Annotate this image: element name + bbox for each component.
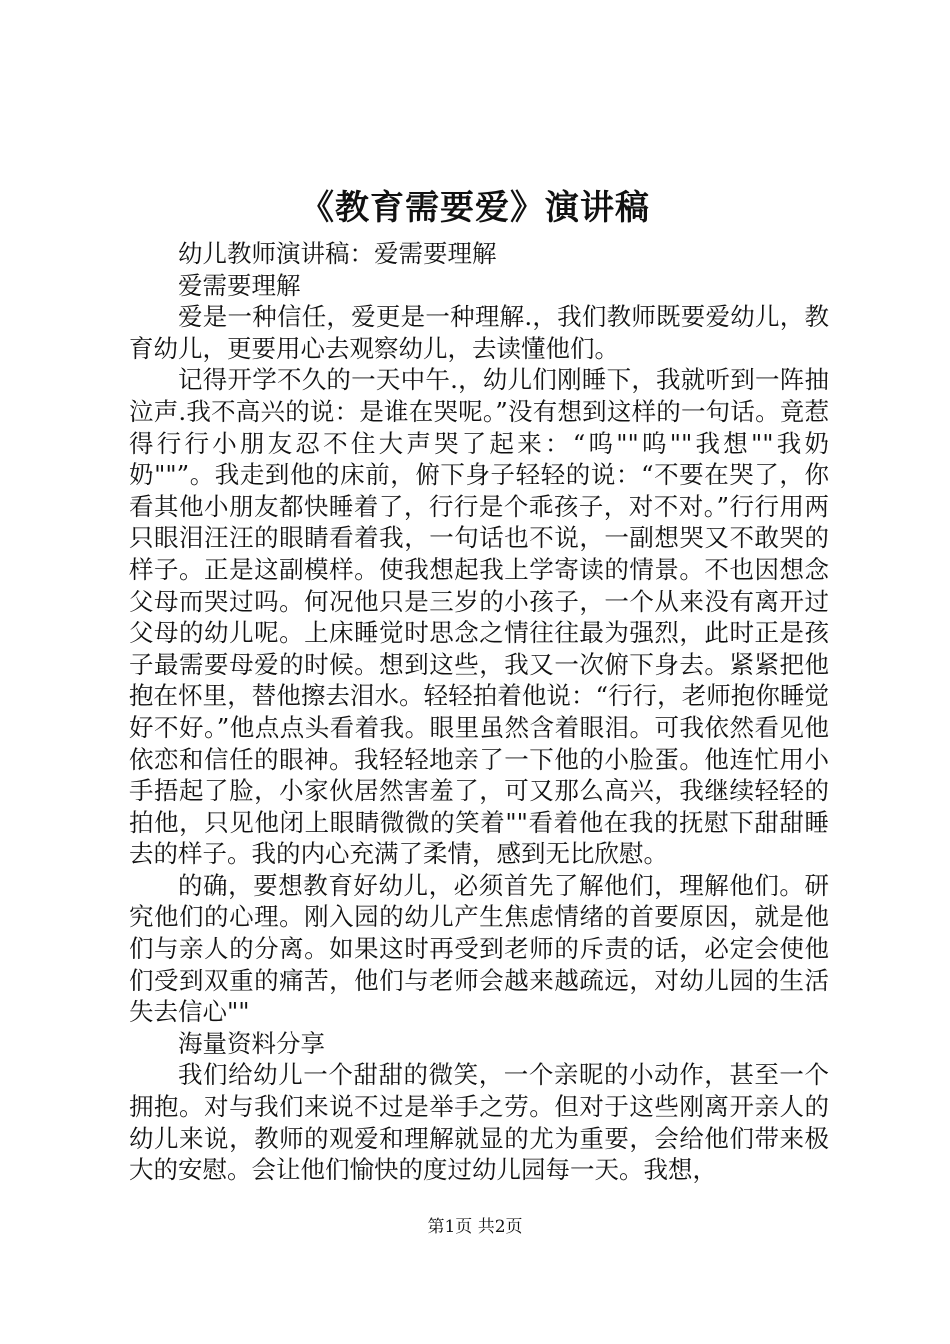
paragraph: 记得开学不久的一天中午.，幼儿们刚睡下，我就听到一阵抽泣声.我不高兴的说：是谁在哭呢。”没有想到这样的一句话。竟惹得行行小朋友忍不住大声哭了起来：“呜""呜""我想""我奶奶""”。我走到他的床前，俯下身子轻轻的说：“不要在哭了，你看其他小朋友都快睡着了，行行是个乖孩子，对不对。”行行用两只眼泪汪汪的眼睛看着我，一句话也不说，一副想哭又不敢哭的样子。正是这副模样。使我想起我上学寄读的情景。不也因想念父母而哭过吗。何况他只是三岁的小孩子，一个从来没有离开过父母的幼儿呢。上床睡觉时思念之情往往最为强烈，此时正是孩子最需要母爱的时候。想到这些，我又一次俯下身去。紧紧把他抱在怀里，替他擦去泪水。轻轻拍着他说：“行行，老师抱你睡觉好不好。”他点点头看着我。眼里虽然含着眼泪。可我依然看见他依恋和信任的眼神。我轻轻地亲了一下他的小脸蛋。他连忙用小手捂起了脸，小家伙居然害羞了，可又那么高兴，我继续轻轻的拍他，只见他闭上眼睛微微的笑着""看着他在我的抚慰下甜甜睡去的样子。我的内心充满了柔情，感到无比欣慰。 xyxy=(129,365,829,869)
page-number: 第1页 共2页 xyxy=(427,1217,523,1237)
paragraph-heading: 爱需要理解 xyxy=(178,270,301,300)
document-body xyxy=(129,238,829,1186)
document-title: 《教育需要爱》演讲稿 xyxy=(300,188,650,228)
paragraph-note: 海量资料分享 xyxy=(178,1028,325,1058)
paragraph: 的确，要想教育好幼儿，必须首先了解他们，理解他们。研究他们的心理。刚入园的幼儿产生焦虑情绪的首要原因，就是他们与亲人的分离。如果这时再受到老师的斥责的话，必定会使他们受到双重的痛苦，他们与老师会越来越疏远，对幼儿园的生活失去信心"" xyxy=(129,870,829,1027)
paragraph: 爱是一种信任，爱更是一种理解.，我们教师既要爱幼儿，教育幼儿，更要用心去观察幼儿，去读懂他们。 xyxy=(129,302,829,363)
paragraph-subtitle: 幼儿教师演讲稿：爱需要理解 xyxy=(178,239,497,268)
paragraph: 我们给幼儿一个甜甜的微笑，一个亲昵的小动作，甚至一个拥抱。对与我们来说不过是举手之劳。但对于这些刚离开亲人的幼儿来说，教师的观爱和理解就显的尤为重要，会给他们带来极大的安慰。会让他们愉快的度过幼儿园每一天。我想， xyxy=(129,1060,829,1185)
